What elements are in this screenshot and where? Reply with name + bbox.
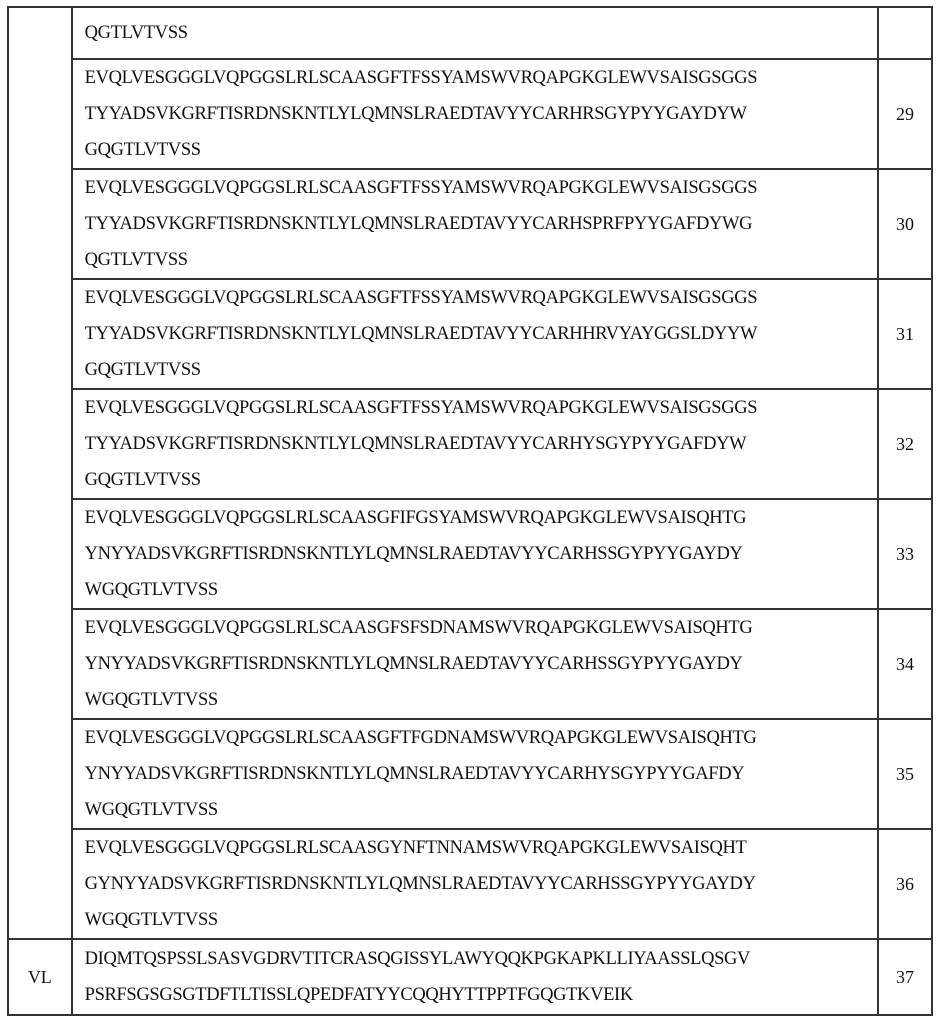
table-row [8,279,932,389]
sequence-line: EVQLVESGGGLVQPGGSLRLSCAASGFTFSSYAMSWVRQAPGKGLEWVSAISGSGGS [85,170,877,206]
sequence-line: EVQLVESGGGLVQPGGSLRLSCAASGFTFSSYAMSWVRQAPGKGLEWVSAISGSGGS [85,390,877,426]
seq-id-number-cell: 30 [878,169,932,279]
sequence-line: PSRFSGSGSGTDFTLTISSLQPEDFATYYCQQHYTTPPTFGQGTKVEIK [85,977,877,1013]
table-row [8,389,932,499]
sequence-line: YNYYADSVKGRFTISRDNSKNTLYLQMNSLRAEDTAVYYCARHYSGYPYYGAFDY [85,756,877,792]
sequence-cell [72,939,878,1015]
sequence-cell [72,59,878,169]
sequence-line: TYYADSVKGRFTISRDNSKNTLYLQMNSLRAEDTAVYYCARHYSGYPYYGAFDYW [85,426,877,462]
seq-id-number-cell: 37 [878,939,932,1015]
seq-id-number-cell: 36 [878,829,932,939]
sequence-table [7,6,933,1016]
sequence-line: YNYYADSVKGRFTISRDNSKNTLYLQMNSLRAEDTAVYYCARHSSGYPYYGAYDY [85,646,877,682]
seq-id-number-cell: 32 [878,389,932,499]
sequence-line: GQGTLVTVSS [85,462,877,498]
sequence-cell [72,829,878,939]
sequence-line: EVQLVESGGGLVQPGGSLRLSCAASGFTFSSYAMSWVRQAPGKGLEWVSAISGSGGS [85,60,877,96]
sequence-line: EVQLVESGGGLVQPGGSLRLSCAASGFTFSSYAMSWVRQAPGKGLEWVSAISGSGGS [85,280,877,316]
seq-id-number-cell: 29 [878,59,932,169]
seq-id-number-cell: 31 [878,279,932,389]
sequence-line: YNYYADSVKGRFTISRDNSKNTLYLQMNSLRAEDTAVYYCARHSSGYPYYGAYDY [85,536,877,572]
sequence-line: GQGTLVTVSS [85,132,877,168]
table-row [8,939,932,1015]
sequence-line: QGTLVTVSS [85,15,877,51]
table-row [8,169,932,279]
sequence-cell [72,169,878,279]
sequence-line: EVQLVESGGGLVQPGGSLRLSCAASGYNFTNNAMSWVRQAPGKGLEWVSAISQHT [85,830,877,866]
seq-id-number-cell [878,7,932,59]
seq-id-number-cell: 35 [878,719,932,829]
sequence-cell [72,609,878,719]
sequence-line: WGQGTLVTVSS [85,792,877,828]
table-row [8,59,932,169]
sequence-line: TYYADSVKGRFTISRDNSKNTLYLQMNSLRAEDTAVYYCARHRSGYPYYGAYDYW [85,96,877,132]
sequence-line: EVQLVESGGGLVQPGGSLRLSCAASGFTFGDNAMSWVRQAPGKGLEWVSAISQHTG [85,720,877,756]
sequence-cell [72,389,878,499]
table-row [8,719,932,829]
table-row [8,609,932,719]
sequence-line: TYYADSVKGRFTISRDNSKNTLYLQMNSLRAEDTAVYYCARHHRVYAYGGSLDYYW [85,316,877,352]
sequence-cell [72,719,878,829]
sequence-line: WGQGTLVTVSS [85,902,877,938]
seq-id-number-cell: 33 [878,499,932,609]
sequence-line: QGTLVTVSS [85,242,877,278]
sequence-line: WGQGTLVTVSS [85,682,877,718]
sequence-line: GQGTLVTVSS [85,352,877,388]
sequence-line: EVQLVESGGGLVQPGGSLRLSCAASGFIFGSYAMSWVRQAPGKGLEWVSAISQHTG [85,500,877,536]
sequence-line: EVQLVESGGGLVQPGGSLRLSCAASGFSFSDNAMSWVRQAPGKGLEWVSAISQHTG [85,610,877,646]
sequence-line: WGQGTLVTVSS [85,572,877,608]
seq-id-number-cell: 34 [878,609,932,719]
sequence-line: GYNYYADSVKGRFTISRDNSKNTLYLQMNSLRAEDTAVYYCARHSSGYPYYGAYDY [85,866,877,902]
sequence-line: DIQMTQSPSSLSASVGDRVTITCRASQGISSYLAWYQQKPGKAPKLLIYAASSLQSGV [85,941,877,977]
table-row [8,829,932,939]
table-row [8,7,932,59]
sequence-line: TYYADSVKGRFTISRDNSKNTLYLQMNSLRAEDTAVYYCARHSPRFPYYGAFDYWG [85,206,877,242]
sequence-cell [72,7,878,59]
chain-label-cell: VL [8,939,72,1015]
sequence-cell [72,499,878,609]
table-row [8,499,932,609]
chain-label-cell [8,7,72,939]
sequence-cell [72,279,878,389]
sequence-table-body [8,7,932,1015]
